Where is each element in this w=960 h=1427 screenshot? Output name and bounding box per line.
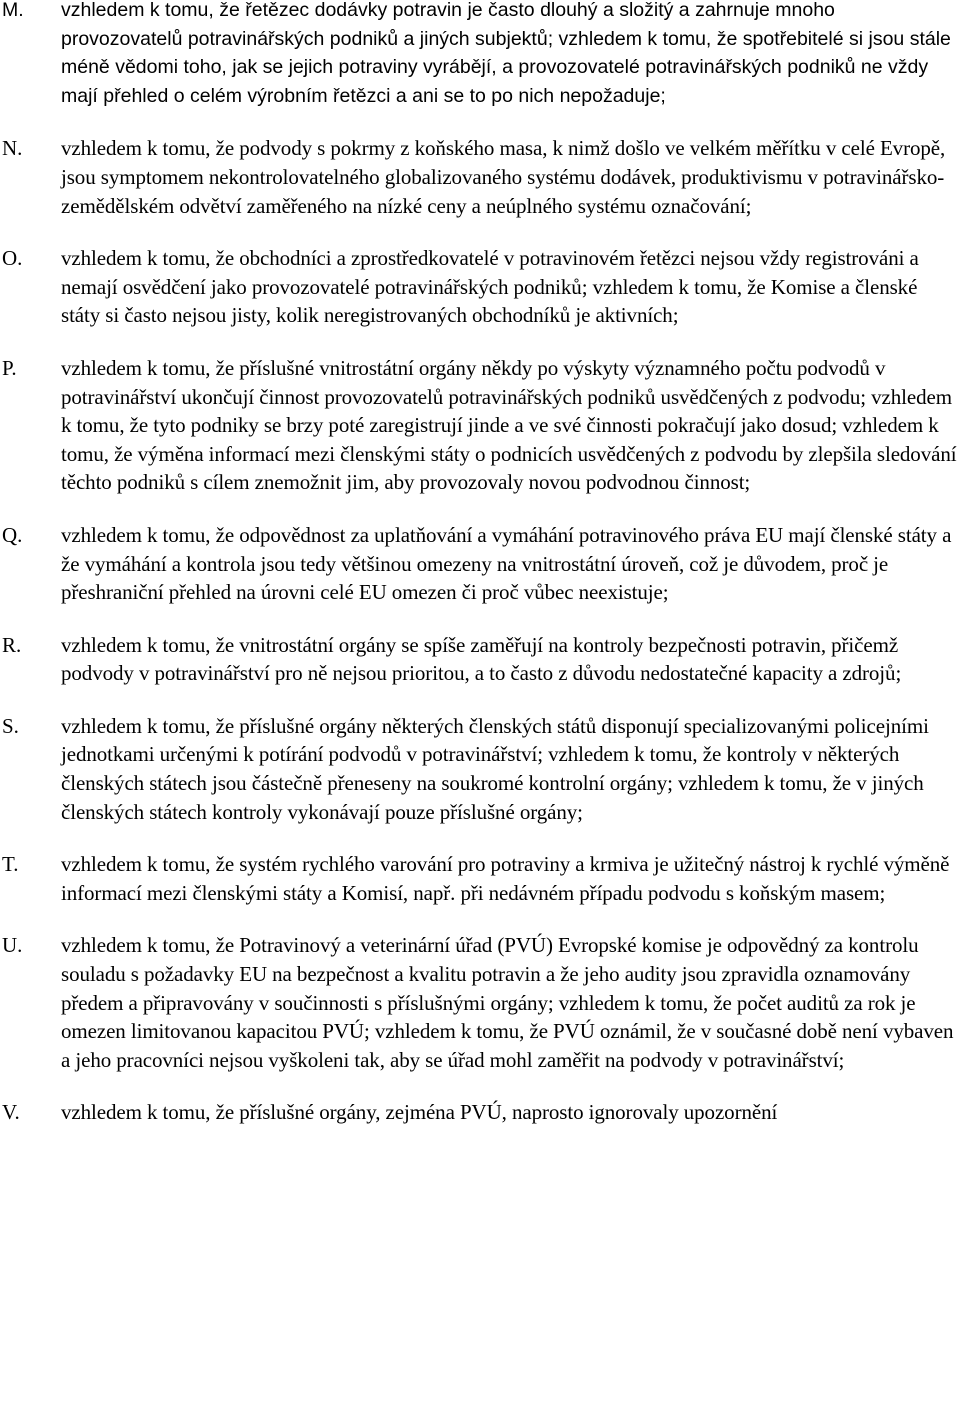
recital-m: [0, 0, 960, 110]
recital-letter: U.: [2, 933, 23, 958]
recital-text: vzhledem k tomu, že vnitrostátní orgány se spíše zaměřují na kontroly bezpečnosti potravin, přičemž podvody v potravinářství pro ně nejsou prioritou, a to často z důvodu nedostatečné kapacity a zdrojů;: [61, 632, 902, 686]
recital-letter: M.: [2, 0, 24, 21]
recital-text: vzhledem k tomu, že příslušné orgány některých členských států disponují specializovanými policejními jednotkami určenými k potírání podvodů v potravinářství; vzhledem k tomu, že kontroly v některých členských státech jsou částečně přeneseny na soukromé kontrolní orgány; vzhledem k tomu, že v jiných členských státech kontroly vykonávají pouze příslušné orgány;: [61, 713, 929, 824]
recital-letter: P.: [2, 355, 17, 380]
recital-text: vzhledem k tomu, že obchodníci a zprostředkovatelé v potravinovém řetězci nejsou vždy registrováni a nemají osvědčení jako provozovatelé potravinářských podniků; vzhledem k tomu, že Komise a členské státy si často nejsou jisty, kolik neregistrovaných obchodníků je aktivních;: [61, 246, 919, 328]
recital-o: [0, 244, 960, 330]
recital-text: vzhledem k tomu, že podvody s pokrmy z koňského masa, k nimž došlo ve velkém měřítku v celé Evropě, jsou symptomem nekontrolovatelného globalizovaného systému dodávek, produktivismu v potravinářsko-zemědělském odvětví zaměřeného na nízké ceny a neúplného systému označování;: [61, 136, 946, 218]
recital-letter: O.: [2, 246, 23, 271]
recital-v: [0, 1098, 960, 1127]
recital-text: vzhledem k tomu, že příslušné vnitrostátní orgány někdy po výskyty významného počtu podvodů v potravinářství ukončují činnost provozovatelů potravinářských podniků usvědčených z podvodu; vzhledem k tomu, že tyto podniky se brzy poté zaregistrují jinde a ve své činnosti pokračují jako dosud; vzhledem k tomu, že výměna informací mezi členskými státy o podnicích usvědčených z podvodu by zlepšila sledování těchto podniků s cílem znemožnit jim, aby provozovaly novou podvodnou činnost;: [61, 355, 957, 495]
recital-q: [0, 521, 960, 607]
recital-text: vzhledem k tomu, že příslušné orgány, zejména PVÚ, naprosto ignorovaly upozornění: [61, 1100, 778, 1125]
recital-s: [0, 712, 960, 826]
recital-p: [0, 354, 960, 497]
recital-letter: R.: [2, 632, 22, 657]
recital-letter: V.: [2, 1100, 20, 1125]
recital-text: vzhledem k tomu, že Potravinový a veterinární úřad (PVÚ) Evropské komise je odpovědný za kontrolu souladu s požadavky EU na bezpečnost a kvalitu potravin a že jeho audity jsou zpravidla oznamovány předem a připravovány v součinnosti s příslušnými orgány; vzhledem k tomu, že počet auditů za rok je omezen limitovanou kapacitou PVÚ; vzhledem k tomu, že PVÚ oznámil, že v současné době není vybaven a jeho pracovníci nejsou vyškoleni tak, aby se úřad mohl zaměřit na podvody v potravinářství;: [61, 933, 954, 1072]
recital-text: vzhledem k tomu, že řetězec dodávky potravin je často dlouhý a složitý a zahrnuje mnoho provozovatelů potravinářských podniků a jiných subjektů; vzhledem k tomu, že spotřebitelé si jsou stále méně vědomi toho, jak se jejich potraviny vyrábějí, a provozovatelé potravinářských podniků ne vždy mají přehled o celém výrobním řetězci a ani se to po nich nepožaduje;: [61, 0, 951, 107]
recital-t: [0, 850, 960, 907]
recital-letter: T.: [2, 852, 19, 877]
recital-n: [0, 134, 960, 220]
recital-text: vzhledem k tomu, že odpovědnost za uplatňování a vymáhání potravinového práva EU mají členské státy a že vymáhání a kontrola jsou tedy většinou omezeny na vnitrostátní úroveň, což je důvodem, proč je přeshraniční přehled na úrovni celé EU omezen či proč vůbec neexistuje;: [61, 522, 952, 605]
recital-text: vzhledem k tomu, že systém rychlého varování pro potraviny a krmiva je užitečný nástroj k rychlé výměně informací mezi členskými státy a Komisí, např. při nedávném případu podvodu s koňským masem;: [61, 852, 950, 905]
recital-u: [0, 931, 960, 1074]
recital-r: [0, 631, 960, 688]
recital-letter: S.: [2, 713, 19, 738]
recital-letter: Q.: [2, 522, 23, 547]
recital-letter: N.: [2, 136, 23, 161]
